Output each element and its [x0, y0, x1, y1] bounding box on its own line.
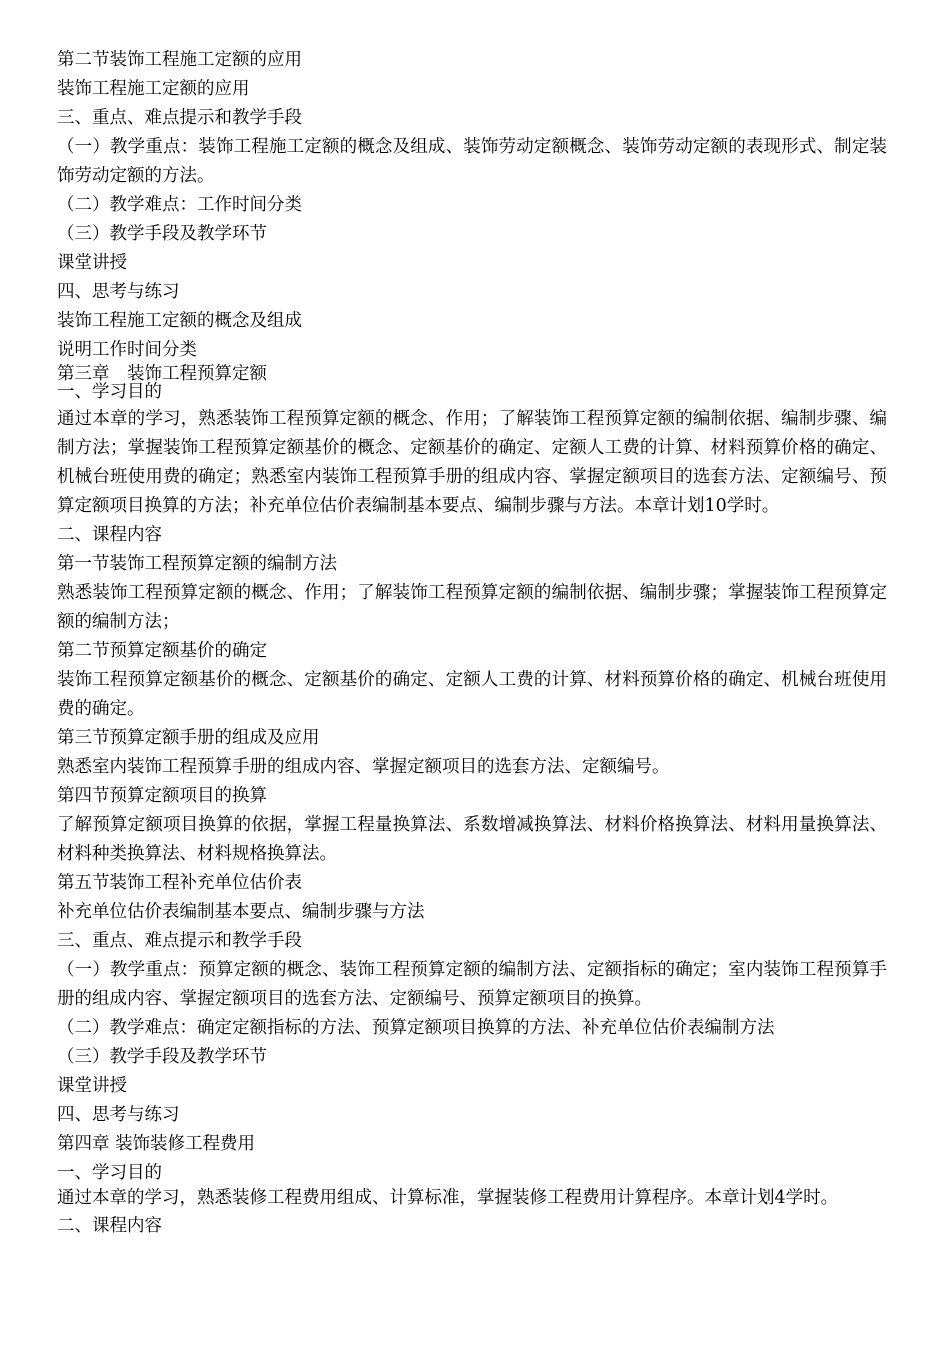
chapter-heading: 第四章 装饰装修工程费用	[57, 1134, 256, 1154]
section-heading: 一、学习目的	[57, 1163, 162, 1183]
paragraph: （一）教学重点：装饰工程施工定额的概念及组成、装饰劳动定额概念、装饰劳动定额的表现形式、制定装饰劳动定额的方法。	[57, 137, 887, 186]
paragraph: 装饰工程预算定额基价的概念、定额基价的确定、定额人工费的计算、材料预算价格的确定、机械台班使用费的确定。	[57, 670, 887, 719]
section-heading: 三、重点、难点提示和教学手段	[57, 931, 302, 951]
section-heading: 第二节预算定额基价的确定	[57, 641, 267, 661]
text-line: （二）教学难点：确定定额指标的方法、预算定额项目换算的方法、补充单位估价表编制方法	[57, 1018, 775, 1038]
text-line: 补充单位估价表编制基本要点、编制步骤与方法	[57, 902, 425, 922]
section-heading: 二、课程内容	[57, 525, 162, 545]
section-heading: 二、课程内容	[57, 1216, 162, 1236]
paragraph: 通过本章的学习，熟悉装修工程费用组成、计算标准，掌握装修工程费用计算程序。本章计划4学时。	[57, 1188, 839, 1208]
section-heading: 第五节装饰工程补充单位估价表	[57, 873, 302, 893]
text-line: 熟悉室内装饰工程预算手册的组成内容、掌握定额项目的选套方法、定额编号。	[57, 757, 670, 777]
paragraph: 了解预算定额项目换算的依据，掌握工程量换算法、系数增减换算法、材料价格换算法、材料用量换算法、材料种类换算法、材料规格换算法。	[57, 815, 887, 864]
section-heading: 第二节装饰工程施工定额的应用	[57, 50, 302, 70]
text-line: （三）教学手段及教学环节	[57, 224, 267, 244]
section-heading: 第三节预算定额手册的组成及应用	[57, 728, 320, 748]
text-line: （二）教学难点：工作时间分类	[57, 195, 302, 215]
section-heading: 四、思考与练习	[57, 282, 180, 302]
text-line: 装饰工程施工定额的应用	[57, 79, 250, 99]
section-heading: 第一节装饰工程预算定额的编制方法	[57, 554, 337, 574]
document-page	[57, 46, 887, 1241]
paragraph: （一）教学重点：预算定额的概念、装饰工程预算定额的编制方法、定额指标的确定；室内装饰工程预算手册的组成内容、掌握定额项目的选套方法、定额编号、预算定额项目的换算。	[57, 960, 887, 1009]
section-heading: 四、思考与练习	[57, 1105, 180, 1125]
text-line: 课堂讲授	[57, 253, 127, 273]
section-heading: 第四节预算定额项目的换算	[57, 786, 267, 806]
text-line: 课堂讲授	[57, 1076, 127, 1096]
text-line: 说明工作时间分类	[57, 340, 197, 360]
paragraph: 熟悉装饰工程预算定额的概念、作用；了解装饰工程预算定额的编制依据、编制步骤；掌握装饰工程预算定额的编制方法；	[57, 583, 887, 632]
text-line: 装饰工程施工定额的概念及组成	[57, 311, 302, 331]
section-heading: 一、学习目的	[57, 382, 162, 402]
chapter-heading: 第三章 装饰工程预算定额	[57, 364, 267, 384]
text-line: （三）教学手段及教学环节	[57, 1047, 267, 1067]
paragraph: 通过本章的学习，熟悉装饰工程预算定额的概念、作用；了解装饰工程预算定额的编制依据、编制步骤、编制方法；掌握装饰工程预算定额基价的概念、定额基价的确定、定额人工费的计算、材料预算价格的确定、机械台班使用费的确定；熟悉室内装饰工程预算手册的组成内容、掌握定额项目的选套方法、定额编号、预算定额项目换算的方法；补充单位估价表编制基本要点、编制步骤与方法。本章计划10学时。	[57, 409, 887, 516]
section-heading: 三、重点、难点提示和教学手段	[57, 108, 302, 128]
